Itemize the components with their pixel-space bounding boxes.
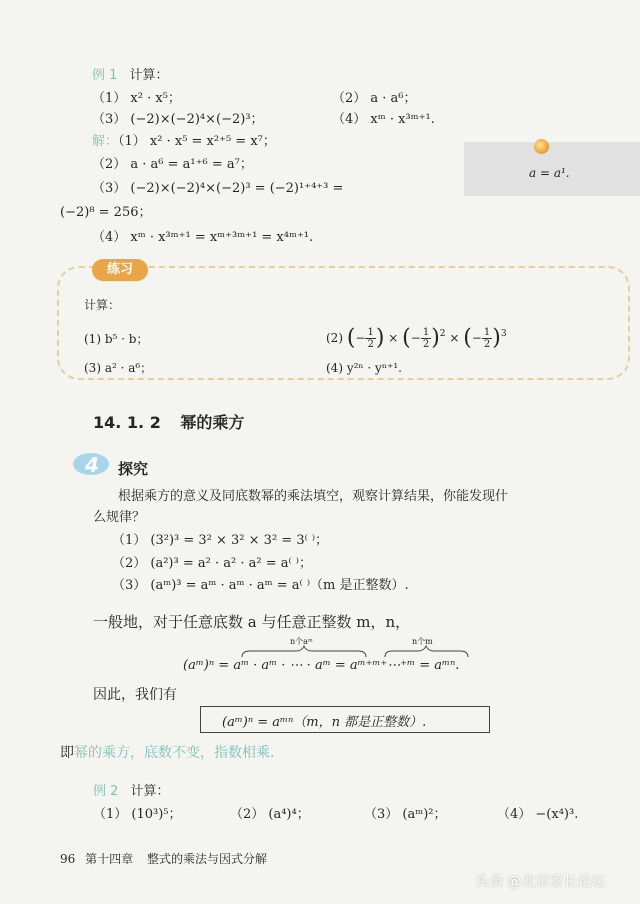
example2-prompt: 计算： <box>130 784 170 799</box>
example1-item-2: （2） a · a⁶； <box>332 91 417 106</box>
boxed-formula-text: (aᵐ)ⁿ = aᵐⁿ（m，n 都是正整数）. <box>222 715 427 730</box>
example1-label: 例 1 <box>92 68 118 83</box>
solution1-line-2: （2） a · a⁶ = a¹⁺⁶ = a⁷； <box>92 157 253 172</box>
pushpin-icon <box>534 139 549 154</box>
solution1-line-3: （3） (−2)×(−2)⁴×(−2)³ = (−2)¹⁺⁴⁺³ = <box>92 181 344 196</box>
rule-prefix: 即 <box>60 745 74 761</box>
practice-item-2: (2) (− $\frac{1}{2}$ ) × (− $\frac{1}{2}$ )$^2$ × (− $\frac{1}{2}$ )$^3$ <box>326 325 507 351</box>
chapter-label: 第十四章 <box>85 852 134 866</box>
practice-item-4: (4) y²ⁿ · yⁿ⁺¹. <box>326 361 402 375</box>
section-title: 幂的乘方 <box>180 413 245 432</box>
power-formula <box>183 658 459 673</box>
example2-item-4: （4） −(x⁴)³. <box>497 807 579 822</box>
practice-item-3: (3) a² · a⁶； <box>84 361 153 375</box>
explore-intro: 根据乘方的意义及同底数幂的乘法填空，观察计算结果，你能发现什 <box>118 489 509 504</box>
solution1-label: 解： <box>92 134 119 149</box>
formula-rhs: = aᵐⁿ. <box>419 658 460 673</box>
explore-item-3: （3） (aᵐ)³ = aᵐ · aᵐ · aᵐ = a⁽ ⁾（m 是正整数）. <box>112 578 409 593</box>
example2-item-2: （2） (a⁴)⁴； <box>230 807 310 822</box>
section-heading <box>93 410 244 433</box>
example1-header <box>92 68 169 84</box>
formula-eq2: = <box>334 658 346 673</box>
side-note-text: a = a¹. <box>529 166 570 180</box>
practice-item-1: (1) b⁵ · b； <box>84 332 149 346</box>
watermark: 头条 @北京家长论坛 <box>475 874 606 890</box>
example1-item-4: （4） xᵐ · x³ᵐ⁺¹. <box>332 112 435 127</box>
explore-title: 探究 <box>118 460 149 478</box>
practice-item-2-label: (2) <box>326 331 343 345</box>
example2-item-3: （3） (aᵐ)²； <box>364 807 447 822</box>
explore-intro-2: 么规律？ <box>93 510 146 525</box>
practice-prompt: 计算： <box>84 298 121 312</box>
svg-text:4: 4 <box>85 453 99 476</box>
fraction-half: $\frac{1}{2}$ <box>367 327 374 350</box>
example2-item-1: （1） (10³)⁵； <box>93 807 182 822</box>
page-footer <box>60 850 267 867</box>
example2-header <box>93 784 170 800</box>
formula-mid: aᵐ · aᵐ · ⋯ · aᵐ <box>233 658 331 673</box>
formula-mid2: aᵐ⁺ᵐ⁺⋯⁺ᵐ <box>349 658 416 673</box>
rule-statement <box>60 742 274 762</box>
example1-item-3: （3） (−2)×(−2)⁴×(−2)³； <box>92 112 264 127</box>
therefore-text: 因此，我们有 <box>93 687 177 703</box>
page-number: 96 <box>60 852 76 866</box>
general-statement: 一般地，对于任意底数 a 与任意正整数 m，n， <box>93 613 411 631</box>
formula-lhs: (aᵐ)ⁿ = <box>183 658 230 673</box>
explore-item-2: （2） (a²)³ = a² · a² · a² = a⁽ ⁾； <box>112 556 312 571</box>
practice-tab: 练习 <box>92 259 148 281</box>
chapter-title: 整式的乘法与因式分解 <box>146 852 267 866</box>
brace-label-2: n个m <box>412 637 433 646</box>
solution1-line-4: （4） xᵐ · x³ᵐ⁺¹ = xᵐ⁺³ᵐ⁺¹ = x⁴ᵐ⁺¹. <box>92 230 314 245</box>
solution1-line-3b: (−2)⁸ = 256； <box>60 205 152 220</box>
fraction-half: $\frac{1}{2}$ <box>483 327 491 350</box>
explore-item-1: （1） (3²)³ = 3² × 3² × 3² = 3⁽ ⁾； <box>112 533 329 548</box>
overbrace-icon <box>240 645 510 659</box>
solution1-step-1: （1） x² · x⁵ = x²⁺⁵ = x⁷； <box>118 134 276 149</box>
brace-label-1: n个aᵐ <box>290 637 313 646</box>
example2-label: 例 2 <box>93 784 119 799</box>
example1-prompt: 计算： <box>129 68 169 83</box>
solution1-line-1 <box>92 134 276 150</box>
example1-item-1: （1） x² · x⁵； <box>92 91 181 106</box>
rule-text: 幂的乘方，底数不变，指数相乘. <box>74 745 275 761</box>
section-number: 14. 1. 2 <box>93 413 161 432</box>
fraction-half: $\frac{1}{2}$ <box>422 327 430 350</box>
explore-icon <box>72 450 110 476</box>
